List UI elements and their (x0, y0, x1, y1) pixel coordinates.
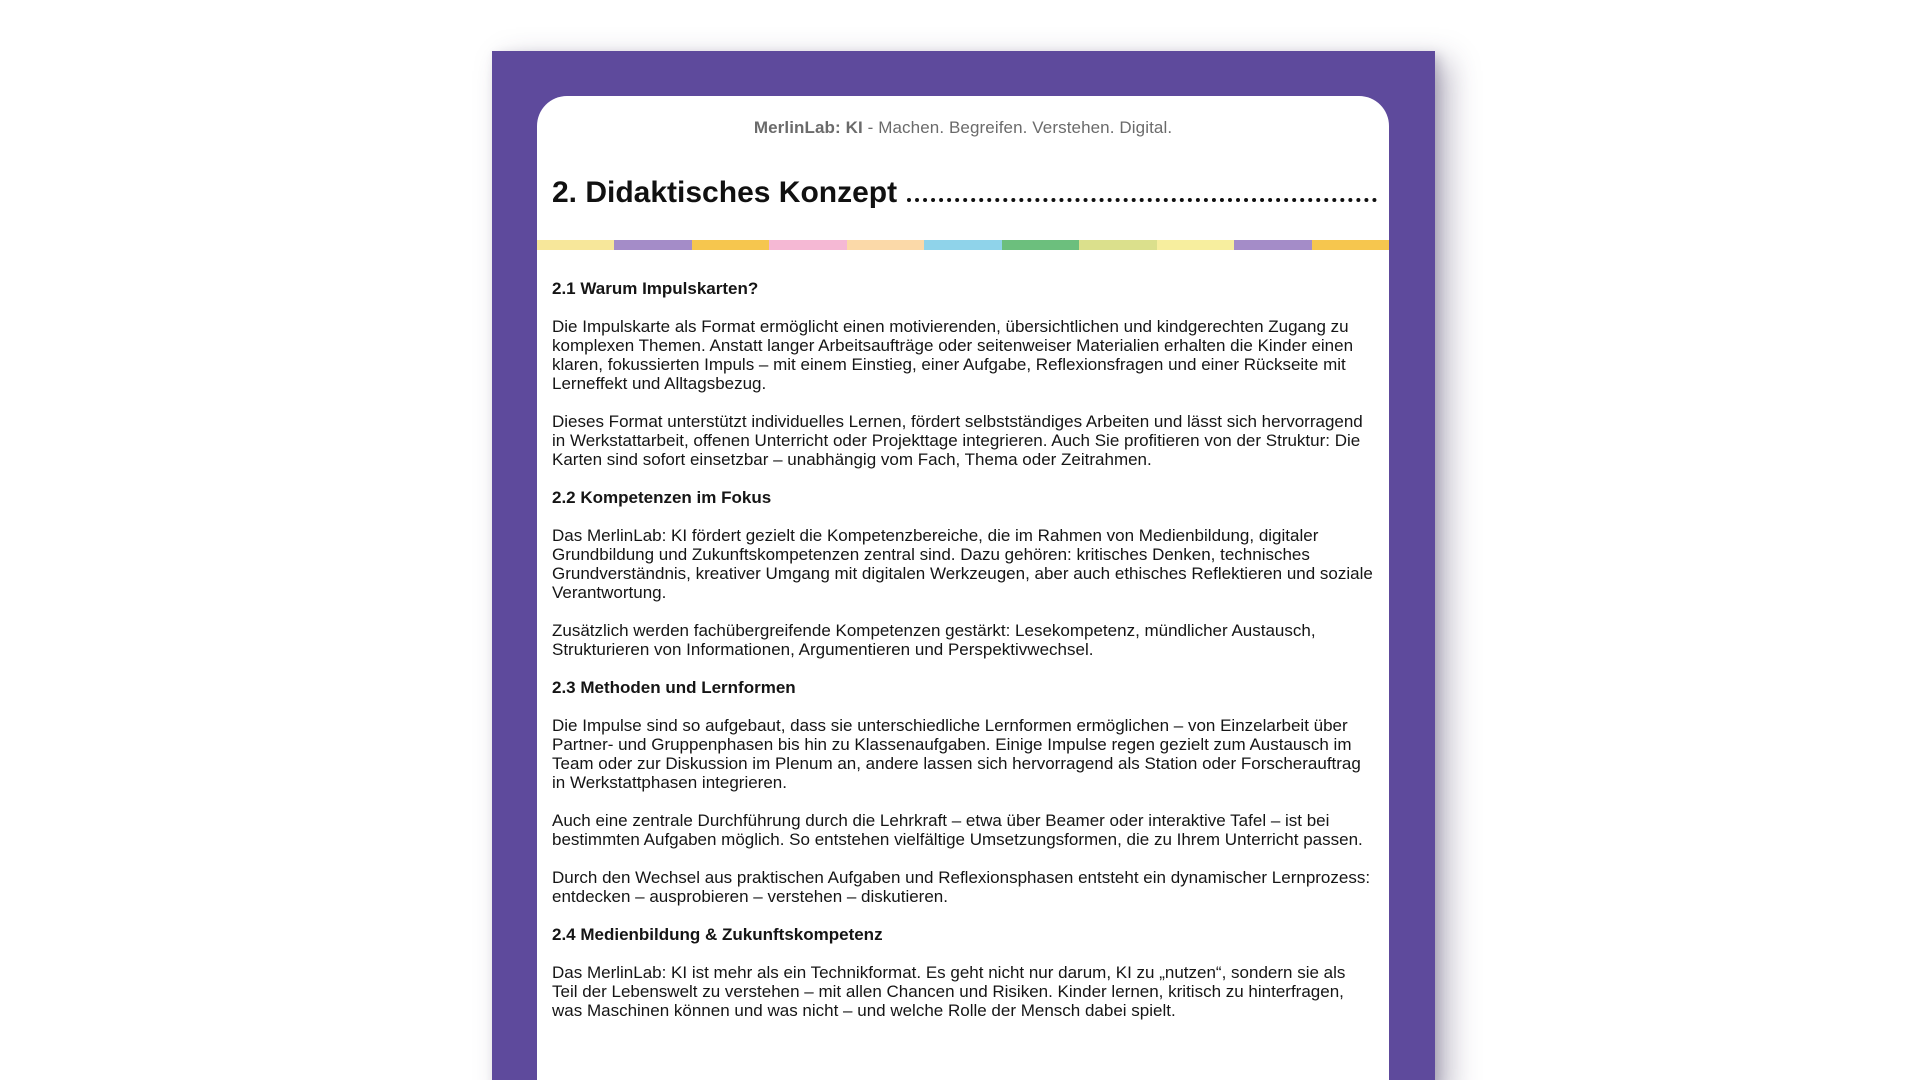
color-strip-segment (614, 240, 691, 250)
section-heading: 2.3 Methoden und Lernformen (552, 678, 796, 697)
header-tagline: - Machen. Begreifen. Verstehen. Digital. (862, 118, 1173, 137)
running-header (537, 118, 1389, 138)
color-strip-segment (847, 240, 924, 250)
content (552, 279, 1374, 1039)
paragraph: Das MerlinLab: KI ist mehr als ein Technikformat. Es geht nicht nur darum, KI zu „nutzen“, sondern sie als Teil der Lebenswelt zu verstehen – mit allen Chancen und Risiken. Kinder lernen, kritisch zu hinterfragen, was Maschinen können und was nicht – und welche Rolle der Mensch dabei spielt. (552, 963, 1346, 1020)
color-strip-segment (1157, 240, 1234, 250)
section-2-4 (552, 925, 1374, 1020)
section-2-3 (552, 678, 1374, 906)
paragraph: Auch eine zentrale Durchführung durch die Lehrkraft – etwa über Beamer oder interaktive Tafel – ist bei bestimmten Aufgaben möglich. So entstehen vielfältige Umsetzungsformen, die zu Ihrem Unterricht passen. (552, 811, 1363, 849)
paragraph: Das MerlinLab: KI fördert gezielt die Kompetenzbereiche, die im Rahmen von Medienbildung, digitaler Grundbildung und Zukunftskompetenzen zentral sind. Dazu gehören: kritisches Denken, technisches Grundverständnis, kreativer Umgang mit digitalen Werkzeugen, aber auch ethisches Reflektieren und soziale Verantwortung. (552, 526, 1373, 602)
paragraph: Dieses Format unterstützt individuelles Lernen, fördert selbstständiges Arbeiten und lässt sich hervorragend in Werkstattarbeit, offenen Unterricht oder Projekttage integrieren. Auch Sie profitieren von der Struktur: Die Karten sind sofort einsetzbar – unabhängig vom Fach, Thema oder Zeitrahmen. (552, 412, 1363, 469)
chapter-title (552, 176, 1377, 216)
color-strip-segment (1002, 240, 1079, 250)
color-strip-segment (1079, 240, 1156, 250)
section-2-1 (552, 279, 1374, 469)
paragraph: Zusätzlich werden fachübergreifende Kompetenzen gestärkt: Lesekompetenz, mündlicher Austausch, Strukturieren von Informationen, Argumentieren und Perspektivwechsel. (552, 621, 1316, 659)
color-strip-segment (769, 240, 846, 250)
color-strip-segment (537, 240, 614, 250)
section-heading: 2.2 Kompetenzen im Fokus (552, 488, 772, 507)
color-strip-segment (1312, 240, 1389, 250)
color-strip-segment (924, 240, 1001, 250)
section-2-2 (552, 488, 1374, 659)
section-heading: 2.4 Medienbildung & Zukunftskompetenz (552, 925, 883, 944)
dot-leader (907, 198, 1377, 202)
color-strip-segment (1234, 240, 1311, 250)
paragraph: Die Impulse sind so aufgebaut, dass sie unterschiedliche Lernformen ermöglichen – von Einzelarbeit über Partner- und Gruppenphasen bis hin zu Klassenaufgaben. Einige Impulse regen gezielt zum Austausch im Team oder zur Diskussion im Plenum an, andere lassen sich hervorragend als Station oder Forscherauftrag in Werkstattphasen integrieren. (552, 716, 1361, 792)
document-frame (492, 51, 1435, 1080)
paragraph: Durch den Wechsel aus praktischen Aufgaben und Reflexionsphasen entsteht ein dynamischer Lernprozess: entdecken – ausprobieren – verstehen – diskutieren. (552, 868, 1371, 906)
section-heading: 2.1 Warum Impulskarten? (552, 279, 759, 298)
document-page (537, 96, 1389, 1080)
paragraph: Die Impulskarte als Format ermöglicht einen motivierenden, übersichtlichen und kindgerechten Zugang zu komplexen Themen. Anstatt langer Arbeitsaufträge oder seitenweiser Materialien erhalten die Kinder einen klaren, fokussierten Impuls – mit einem Einstieg, einer Aufgabe, Reflexionsfragen und einer Rückseite mit Lerneffekt und Alltagsbezug. (552, 317, 1354, 393)
header-brand: MerlinLab: KI (753, 118, 863, 137)
color-strip-segment (692, 240, 769, 250)
color-strip (537, 240, 1389, 250)
chapter-title-text: 2. Didaktisches Konzept (552, 176, 898, 209)
